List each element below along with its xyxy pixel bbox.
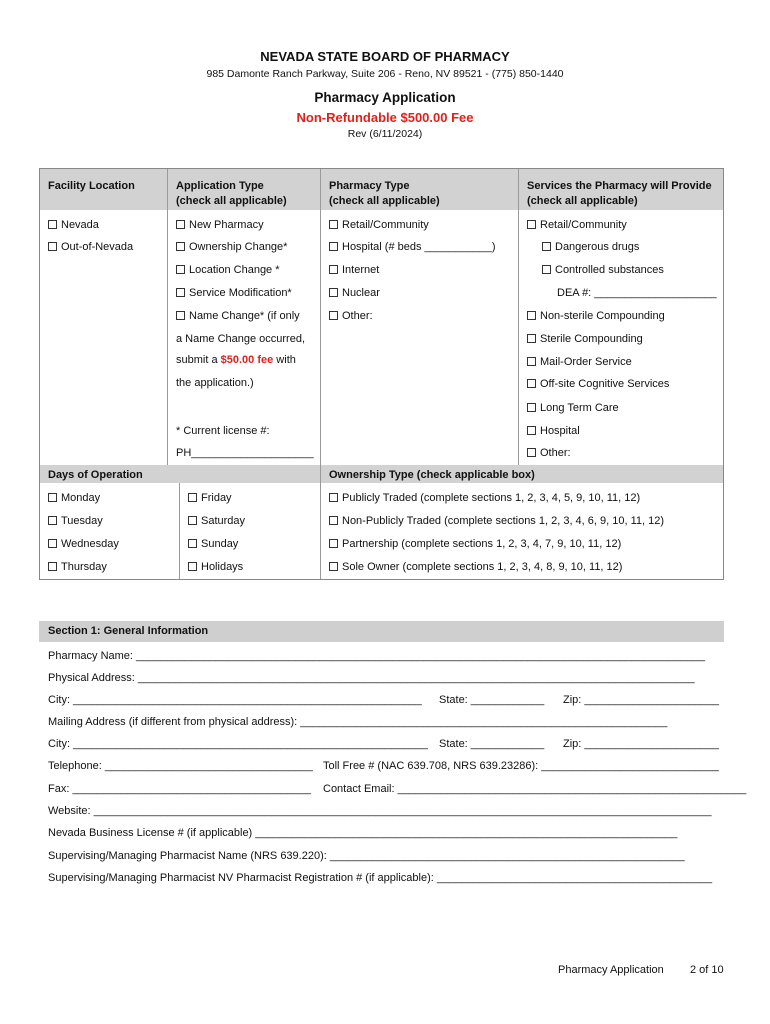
checkbox-icon — [329, 220, 338, 229]
checkbox-icon — [527, 403, 536, 412]
fax-field[interactable]: Fax: _______________________________________ — [48, 783, 312, 795]
dea-number-field[interactable]: DEA #: ____________________ — [557, 287, 717, 299]
checkbox-icon — [176, 242, 185, 251]
checkbox-icon — [188, 516, 197, 525]
checkbox-icon — [329, 288, 338, 297]
page-number: 2 of 10 — [690, 964, 724, 976]
checkbox-icon — [176, 220, 185, 229]
days-of-operation-header: Days of Operation — [48, 469, 143, 481]
name-change-note-end: the application.) — [176, 377, 254, 389]
contact-email-field[interactable]: Contact Email: _________________________________________________________ — [323, 783, 747, 795]
checkbox-icon — [527, 426, 536, 435]
checkbox-icon — [542, 242, 551, 251]
checkbox-non-sterile[interactable]: Non-sterile Compounding — [527, 310, 665, 322]
checkbox-controlled-substances[interactable]: Controlled substances — [542, 264, 664, 276]
toll-free-field[interactable]: Toll Free # (NAC 639.708, NRS 639.23286): _____________________________ — [323, 760, 719, 772]
current-license-label: * Current license #: — [176, 425, 270, 437]
column-divider — [320, 169, 321, 579]
checkbox-icon — [329, 539, 338, 548]
checkbox-icon — [329, 265, 338, 274]
license-ph-field[interactable]: PH____________________ — [176, 447, 314, 459]
checkbox-icon — [329, 493, 338, 502]
checkbox-icon — [176, 288, 185, 297]
checkbox-thursday[interactable]: Thursday — [48, 561, 107, 573]
checkbox-icon — [329, 242, 338, 251]
checkbox-icon — [329, 562, 338, 571]
checkbox-friday[interactable]: Friday — [188, 492, 232, 504]
checkbox-internet[interactable]: Internet — [329, 264, 379, 276]
mailing-state-field[interactable]: State: ____________ — [439, 738, 545, 750]
checkbox-service-hospital[interactable]: Hospital — [527, 425, 580, 437]
section-1-header — [39, 621, 724, 642]
checkbox-icon — [527, 220, 536, 229]
checkbox-off-site-cognitive[interactable]: Off-site Cognitive Services — [527, 378, 669, 390]
checkbox-icon — [542, 265, 551, 274]
checkbox-long-term-care[interactable]: Long Term Care — [527, 402, 619, 414]
checkbox-sole-owner[interactable]: Sole Owner (complete sections 1, 2, 3, 4, 8, 9, 10, 11, 12) — [329, 561, 622, 573]
column-divider — [179, 483, 180, 579]
checkbox-icon — [329, 311, 338, 320]
board-address: 985 Damonte Ranch Parkway, Suite 206 - Reno, NV 89521 - (775) 850-1440 — [206, 68, 564, 80]
checkbox-sterile[interactable]: Sterile Compounding — [527, 333, 643, 345]
checkbox-new-pharmacy[interactable]: New Pharmacy — [176, 219, 264, 231]
checkbox-icon — [48, 493, 57, 502]
checkbox-tuesday[interactable]: Tuesday — [48, 515, 103, 527]
zip-field[interactable]: Zip: ______________________ — [563, 694, 719, 706]
checkbox-icon — [176, 265, 185, 274]
supervising-pharmacist-registration-field[interactable]: Supervising/Managing Pharmacist NV Pharmacist Registration # (if applicable): _____________________________________________ — [48, 872, 713, 884]
revision-date: Rev (6/11/2024) — [347, 128, 423, 140]
checkbox-location-change[interactable]: Location Change * — [176, 264, 280, 276]
checkbox-nevada[interactable]: Nevada — [48, 219, 99, 231]
checkbox-service-retail[interactable]: Retail/Community — [527, 219, 627, 231]
header-pharmacy-type: Pharmacy Type (check all applicable) — [329, 180, 440, 207]
column-divider — [518, 169, 519, 465]
ownership-type-header: Ownership Type (check applicable box) — [329, 469, 535, 481]
checkbox-icon — [527, 379, 536, 388]
checkbox-icon — [48, 539, 57, 548]
telephone-field[interactable]: Telephone: __________________________________ — [48, 760, 313, 772]
checkbox-icon — [48, 516, 57, 525]
checkbox-non-publicly-traded[interactable]: Non-Publicly Traded (complete sections 1, 2, 3, 4, 6, 9, 10, 11, 12) — [329, 515, 664, 527]
checkbox-icon — [48, 242, 57, 251]
website-field[interactable]: Website: _____________________________________________________________________________________________________ — [48, 805, 712, 817]
city-field[interactable]: City: _________________________________________________________ — [48, 694, 422, 706]
checkbox-ownership-change[interactable]: Ownership Change* — [176, 241, 287, 253]
application-options-table — [39, 168, 724, 580]
mailing-city-field[interactable]: City: __________________________________________________________ — [48, 738, 428, 750]
checkbox-sunday[interactable]: Sunday — [188, 538, 238, 550]
checkbox-out-of-nevada[interactable]: Out-of-Nevada — [48, 241, 133, 253]
checkbox-icon — [527, 334, 536, 343]
checkbox-wednesday[interactable]: Wednesday — [48, 538, 119, 550]
mailing-address-field[interactable]: Mailing Address (if different from physical address): ____________________________________________________________ — [48, 716, 668, 728]
checkbox-icon — [527, 357, 536, 366]
header-application-type: Application Type (check all applicable) — [176, 180, 287, 207]
checkbox-dangerous-drugs[interactable]: Dangerous drugs — [542, 241, 639, 253]
pharmacy-name-field[interactable]: Pharmacy Name: _____________________________________________________________________________________________ — [48, 650, 705, 662]
section-1-title: Section 1: General Information — [48, 625, 209, 637]
checkbox-mail-order[interactable]: Mail-Order Service — [527, 356, 632, 368]
checkbox-pharmacy-other[interactable]: Other: — [329, 310, 373, 322]
header-facility-location: Facility Location — [48, 180, 135, 192]
checkbox-retail-community[interactable]: Retail/Community — [329, 219, 429, 231]
checkbox-publicly-traded[interactable]: Publicly Traded (complete sections 1, 2, 3, 4, 5, 9, 10, 11, 12) — [329, 492, 640, 504]
state-field[interactable]: State: ____________ — [439, 694, 545, 706]
fee-notice: Non-Refundable $500.00 Fee — [296, 110, 474, 125]
header-services: Services the Pharmacy will Provide (check all applicable) — [527, 180, 712, 207]
footer-label: Pharmacy Application — [558, 964, 664, 976]
checkbox-icon — [188, 539, 197, 548]
checkbox-hospital[interactable]: Hospital (# beds ___________) — [329, 241, 496, 253]
checkbox-icon — [188, 493, 197, 502]
checkbox-monday[interactable]: Monday — [48, 492, 100, 504]
checkbox-service-modification[interactable]: Service Modification* — [176, 287, 292, 299]
name-change-note: a Name Change occurred, — [176, 333, 306, 345]
checkbox-saturday[interactable]: Saturday — [188, 515, 245, 527]
checkbox-icon — [527, 448, 536, 457]
application-title: Pharmacy Application — [314, 90, 456, 105]
checkbox-icon — [188, 562, 197, 571]
checkbox-holidays[interactable]: Holidays — [188, 561, 243, 573]
checkbox-partnership[interactable]: Partnership (complete sections 1, 2, 3, 4, 7, 9, 10, 11, 12) — [329, 538, 621, 550]
checkbox-nuclear[interactable]: Nuclear — [329, 287, 380, 299]
column-divider — [167, 169, 168, 465]
supervising-pharmacist-name-field[interactable]: Supervising/Managing Pharmacist Name (NRS 639.220): __________________________________________________________ — [48, 850, 685, 862]
checkbox-name-change[interactable]: Name Change* (if only — [176, 310, 300, 322]
checkbox-service-other[interactable]: Other: — [527, 447, 571, 459]
physical-address-field[interactable]: Physical Address: ___________________________________________________________________________________________ — [48, 672, 695, 684]
checkbox-icon — [527, 311, 536, 320]
board-title: NEVADA STATE BOARD OF PHARMACY — [260, 49, 510, 64]
mailing-zip-field[interactable]: Zip: ______________________ — [563, 738, 719, 750]
checkbox-icon — [48, 220, 57, 229]
checkbox-icon — [176, 311, 185, 320]
business-license-field[interactable]: Nevada Business License # (if applicable) _____________________________________________________________________ — [48, 827, 678, 839]
checkbox-icon — [48, 562, 57, 571]
name-change-fee-note: submit a $50.00 fee with — [176, 354, 296, 366]
checkbox-icon — [329, 516, 338, 525]
